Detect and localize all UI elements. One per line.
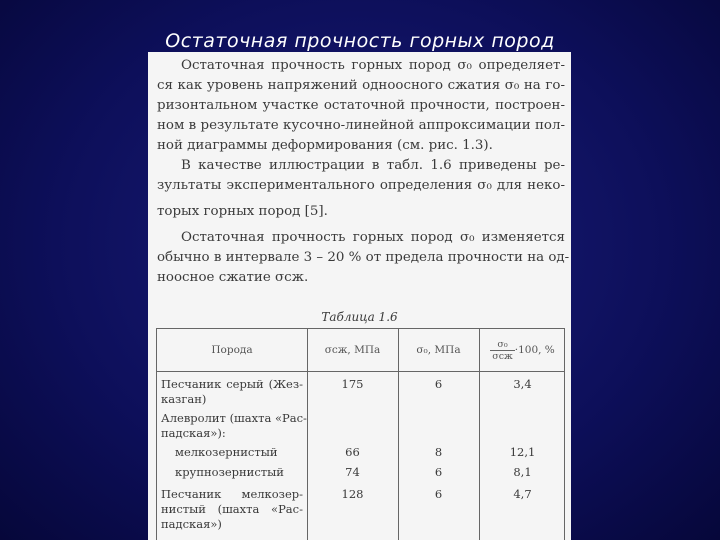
header-ratio [479,329,566,371]
table-row: мелкозернистый [175,445,278,459]
table-header-rule [157,371,564,372]
header-rock: Порода [211,344,253,356]
cell-ucs: 128 [341,487,364,501]
ratio-numerator: σ₀ [497,338,508,350]
cell-ratio: 4,7 [513,487,532,501]
text-line: зультаты экспериментального определения σ₀ для неко- [157,178,565,193]
row-name-line: падская»): [161,426,226,440]
cell-ratio: 3,4 [513,377,532,391]
text-line: В качестве иллюстрации в табл. 1.6 приведены ре- [181,158,565,173]
text-line: Остаточная прочность горных пород σ₀ определяет- [181,58,565,73]
text-line: ризонтальном участке остаточной прочности, построен- [157,98,565,113]
text-line: торых горных пород [5]. [157,204,328,219]
table-row: крупнозернистый [175,465,284,479]
row-name-line: Алевролит (шахта «Рас- [161,411,307,425]
text-line: ноосное сжатие σсж. [157,270,309,285]
ratio-denominator: σсж [492,350,513,362]
table-row [161,411,307,441]
paragraph-1 [157,56,565,156]
cell-residual: 8 [434,445,443,459]
table-row [161,487,303,532]
ratio-fraction [490,339,515,362]
header-residual: σ₀, МПа [416,344,461,356]
data-table [156,328,565,540]
body-text [157,56,570,288]
cell-ratio: 8,1 [513,465,532,479]
table-row [161,377,303,407]
header-ucs: σсж, МПа [324,344,381,356]
text-line: обычно в интервале 3 – 20 % от предела прочности на од- [157,250,570,265]
cell-ucs: 74 [345,465,360,479]
cell-ucs: 175 [341,377,364,391]
text-line: Остаточная прочность горных пород σ₀ изменяется [181,230,565,245]
cell-ucs: 66 [345,445,360,459]
table-caption: Таблица 1.6 [321,310,398,324]
row-name-line: падская») [161,517,222,531]
row-name-line: казган) [161,392,207,406]
text-line: ном в результате кусочно-линейной аппроксимации пол- [157,118,565,133]
cell-residual: 6 [434,465,443,479]
cell-residual: 6 [434,377,443,391]
row-name-line: Песчаник мелкозер- [161,487,303,501]
cell-ratio: 12,1 [509,445,536,459]
paragraph-3 [157,228,570,288]
row-name-line: Песчаник серый (Жез- [161,377,303,391]
row-name-line: нистый (шахта «Рас- [161,502,303,516]
ratio-suffix: ·100, % [514,344,555,356]
text-line: ной диаграммы деформирования (см. рис. 1.3). [157,138,493,153]
paragraph-2 [157,156,565,222]
scanned-page [148,52,571,540]
text-line: ся как уровень напряжений одноосного сжатия σ₀ на го- [157,78,565,93]
slide-title: Остаточная прочность горных пород [165,30,555,52]
cell-residual: 6 [434,487,443,501]
